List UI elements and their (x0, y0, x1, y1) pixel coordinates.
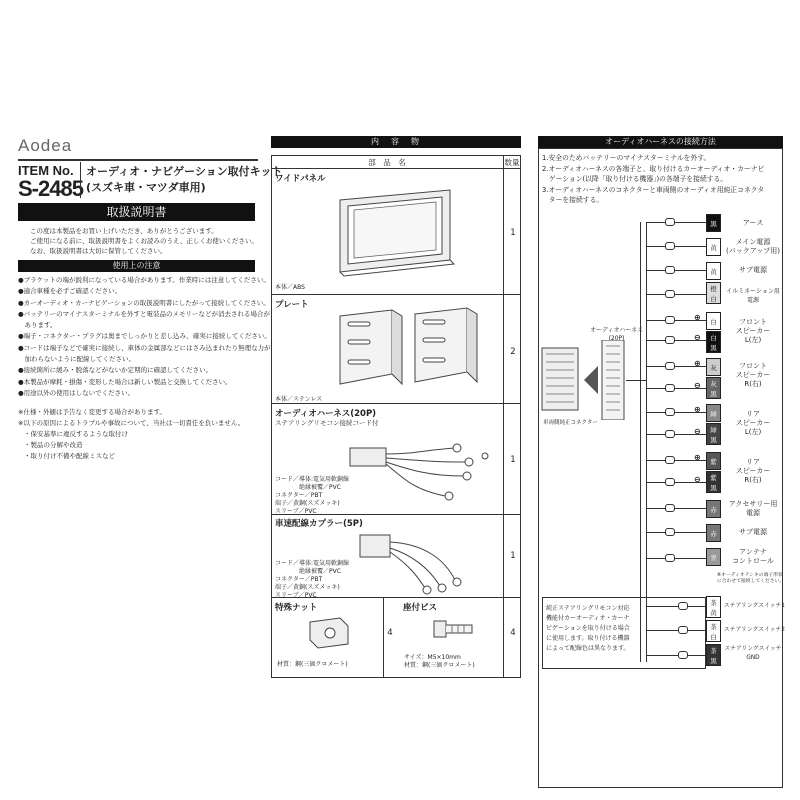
product-title: オーディオ・ナビゲーション取付キット (スズキ車・マツダ車用) (86, 165, 283, 194)
wire (626, 380, 646, 381)
wire-label: イルミネーション用 電源 (726, 288, 780, 304)
part-material: サイズ：M5×10mm 材質：鋼(三価クロメート) (404, 654, 475, 669)
harness-illustration (345, 440, 495, 512)
wire (646, 270, 706, 271)
terminal (665, 528, 675, 536)
caution-item: ●ブラケットの端が鋭利になっている場合があります。作業時には注意してください。 (18, 276, 270, 284)
part-name: 座付ビス (403, 603, 438, 613)
note-line: に使用します。取り付ける機器 (546, 635, 630, 642)
plus-sign: ⊕ (694, 359, 701, 368)
part-material: コード／導体:電気用軟銅線 絶縁被覆／PVC コネクター／PBT 端子／黄銅(スズメッキ) スリーブ／PVC (275, 476, 350, 515)
item-no: S-2485 (18, 176, 83, 201)
wire-color-badge: 白 (706, 312, 721, 330)
wire-label: フロント スピーカー R(右) (735, 362, 771, 388)
note-item: ※仕様・外観は予告なく変更する場合があります。 (18, 408, 166, 416)
minus-sign: ⊖ (694, 381, 701, 390)
wire (646, 532, 706, 533)
divider (18, 159, 258, 161)
note-item: ※以下の原因によるトラブルや事故について、当社は一切責任を負いません。 (18, 419, 245, 427)
terminal (665, 478, 675, 486)
plus-sign: ⊕ (694, 405, 701, 414)
connection-steps (542, 153, 764, 206)
wire-label: アクセサリー用 電源 (728, 500, 778, 517)
col-name-header: 部 品 名 (368, 158, 406, 167)
wire-label: ステアリングスイッチ GND (724, 646, 782, 661)
part-qty: 1 (510, 228, 516, 238)
wire (646, 294, 706, 295)
contents-title: 内 容 物 (271, 136, 521, 148)
manual-title: 取扱説明書 (18, 203, 255, 221)
wire-color-badge: 茶 白 (706, 620, 721, 642)
terminal (665, 430, 675, 438)
step: 1.安全のためバッテリーのマイナスターミナルを外す。 (542, 154, 711, 162)
wire-color-badge: 橙 白 (706, 282, 721, 304)
wire-color-badge: 茶 黄 (706, 596, 721, 618)
nut-illustration (300, 612, 360, 652)
terminal (665, 456, 675, 464)
part-name: 特殊ナット (275, 603, 318, 613)
part-name: ワイドパネル (275, 174, 326, 184)
intro-text: この度は本製品をお買い上げいただき、ありがとうございます。 ご使用になる前に、取扱説明書をよくお読みのうえ、正しくお使いください。 なお、取扱説明書は大切に保管してください。 (30, 227, 258, 255)
part-name: オーディオハーネス(20P) (275, 409, 377, 419)
wire-label: サブ電源 (739, 266, 767, 274)
wire (646, 630, 706, 631)
wire-color-badge: 灰 黒 (706, 377, 721, 399)
terminal (678, 626, 688, 634)
part-qty: 1 (510, 551, 516, 561)
minus-sign: ⊖ (694, 333, 701, 342)
plus-sign: ⊕ (694, 313, 701, 322)
connector-illustration (540, 340, 635, 420)
screw-illustration (430, 615, 480, 645)
wire-label: アース (742, 219, 764, 227)
note-item: ・製品の分解や改造 (24, 441, 83, 449)
minus-sign: ⊖ (694, 427, 701, 436)
terminal (665, 362, 675, 370)
notes-list (18, 407, 244, 462)
terminal (665, 504, 675, 512)
steering-switch-note (546, 604, 630, 654)
terminal (665, 384, 675, 392)
part-material: 材質：鋼(三価クロメート) (277, 661, 348, 668)
terminal (665, 336, 675, 344)
wire-color-badge: 赤 (706, 500, 721, 518)
note-line: ビゲーションを取り付ける場合 (546, 625, 630, 632)
divider (383, 598, 384, 678)
minus-sign: ⊖ (694, 475, 701, 484)
terminal (665, 242, 675, 250)
terminal (665, 266, 675, 274)
wire-label: ステアリングスイッチ2 (724, 627, 785, 633)
caution-item: あります。 (18, 321, 57, 330)
wire-label: アンテナ コントロール (732, 548, 774, 565)
step: 3.オーディオハーネスのコネクターと車両側のオーディオ用純正コネクタ (542, 185, 765, 194)
step: ゲーション(以降「取り付ける機器」)の各端子を接続する。 (542, 175, 728, 183)
part-name: プレート (275, 300, 309, 310)
caution-item: ●本製品が摩耗・損傷・変形した場合は新しい製品と交換してください。 (18, 377, 232, 386)
part-qty: 2 (510, 347, 516, 357)
part-material: 本体／ステンレス (275, 396, 323, 403)
col-qty-header: 数量 (504, 158, 520, 167)
part-subname: ステアリングリモコン接続コード付 (275, 419, 379, 427)
caution-item: 加わらないように配線してください。 (18, 355, 135, 364)
step: ターを接続する。 (542, 196, 604, 204)
caution-item: ●端子・コネクター・プラグは奥までしっかりと差し込み、確実に接続してください。 (18, 332, 271, 341)
wire (646, 558, 706, 559)
wire-color-badge: 紫 (706, 452, 721, 470)
brand-logo: Aodea (18, 136, 73, 155)
wire-label: ステアリングスイッチ1 (724, 603, 785, 609)
note-line: 機能付カーオーディオ・カーナ (546, 615, 630, 622)
wire-label: リア スピーカー R(右) (735, 458, 771, 484)
wire-color-badge: 黒 (706, 214, 721, 232)
terminal (665, 554, 675, 562)
divider (80, 162, 81, 198)
wire-bundle (646, 222, 647, 662)
antenna-note: ※オーディオテンキの端子形状 に合わせて接続してください。 (717, 573, 785, 584)
wire-color-badge: 茶 黒 (706, 644, 721, 666)
wire-bundle (640, 222, 641, 662)
plus-sign: ⊕ (694, 453, 701, 462)
wire-label: フロント スピーカー L(左) (735, 318, 771, 344)
wire (646, 508, 706, 509)
wire-color-badge: 青 (706, 548, 721, 566)
terminal (665, 290, 675, 298)
wire-label: リア スピーカー L(左) (735, 410, 771, 436)
wire-label: サブ電源 (739, 528, 767, 536)
wire-color-badge: 緑 黒 (706, 423, 721, 445)
wire-color-badge: 黄 (706, 262, 721, 280)
wire-color-badge: 黄 (706, 238, 721, 256)
wire-color-badge: 灰 (706, 358, 721, 376)
note-item: ・保安基準に違反するような取付け (24, 430, 128, 438)
wire (646, 606, 706, 607)
part-qty: 1 (510, 455, 516, 465)
caution-item: ●適合車種を必ずご確認ください。 (18, 287, 122, 296)
wire (646, 246, 706, 247)
cautions-title: 使用上の注意 (18, 260, 255, 272)
wire (646, 655, 706, 656)
caution-item: ●用途以外の使用はしないでください。 (18, 388, 135, 397)
terminal (665, 408, 675, 416)
caution-item: ●コードは端子などで確実に接続し、車体の金属部などにはさみ込まれたり無理な力が (18, 343, 271, 352)
part-material: コード／導体:電気用軟銅線 絶縁被覆／PVC コネクター／PBT 端子／黄銅(スズメッキ) スリーブ／PVC (275, 560, 350, 599)
terminal (665, 316, 675, 324)
wide-panel-illustration (330, 180, 460, 280)
caution-item: ●カーオーディオ・カーナビゲーションの取扱説明書にしたがって接続してください。 (18, 298, 270, 307)
vehicle-connector-label: 車両側純正コネクター (543, 420, 598, 426)
wire-color-badge: 緑 (706, 404, 721, 422)
wire-label: メイン電源 (バックアップ用) (726, 238, 780, 255)
terminal (665, 218, 675, 226)
part-material: 本体／ABS (275, 284, 305, 291)
part-qty: 4 (387, 628, 393, 638)
wire (646, 222, 706, 223)
contents-table-header (271, 155, 521, 169)
caution-item: ●接続箇所に緩み・脱落などがないか定期的に確認してください。 (18, 366, 213, 375)
part-name: 車速配線カプラー(5P) (275, 519, 363, 529)
coupler-illustration (355, 530, 485, 595)
part-qty: 4 (510, 628, 516, 638)
note-item: ・取り付け不備や配線ミスなど (24, 452, 115, 460)
note-line: によって配線色は異なります。 (546, 645, 630, 652)
terminal (678, 651, 688, 659)
caution-item: ●バッテリーのマイナスターミナルを外すと電装品のメモリーなどが消去される場合が (18, 309, 270, 318)
step: 2.オーディオハーネスの各端子と、取り付けるカーオーディオ・カーナビ (542, 164, 765, 173)
note-line: 純正ステアリングリモコン対応 (546, 605, 630, 612)
harness-label: オーディオハーネス (20P) (590, 327, 644, 342)
wire-color-badge: 紫 黒 (706, 471, 721, 493)
wire-color-badge: 赤 (706, 524, 721, 542)
cautions-list (18, 275, 271, 399)
wire-color-badge: 白 黒 (706, 331, 721, 353)
terminal (678, 602, 688, 610)
item-no-label: ITEM No. (18, 163, 74, 178)
connection-title: オーディオハーネスの接続方法 (538, 136, 783, 148)
plate-illustration (330, 304, 490, 396)
